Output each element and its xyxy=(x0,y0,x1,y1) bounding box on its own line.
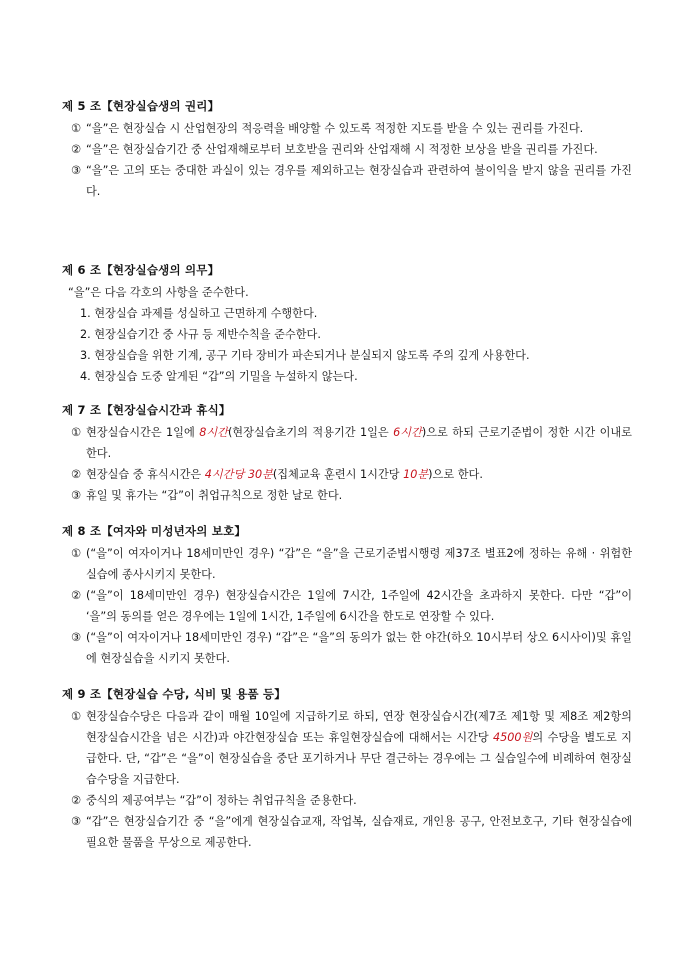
highlighted-break: 10분 xyxy=(403,468,429,481)
clause-text: (“을”이 18세미만인 경우) 현장실습시간은 1일에 7시간, 1주일에 42시간을 초과하지 못한다. 다만 “갑”이 ‘을”의 동의를 얻은 경우에는 1일에 1시간, 1주일에 6시간을 한도로 연장할 수 있다. xyxy=(86,589,632,623)
clause-number: ② xyxy=(70,794,82,807)
highlighted-wage: 4500원 xyxy=(493,731,533,744)
clause-text: 휴일 및 휴가는 “갑”이 취업규칙으로 정한 날로 한다. xyxy=(86,489,343,502)
article-8 xyxy=(62,523,632,669)
article-6-intro: “을”은 다음 각호의 사항을 준수한다. xyxy=(68,286,249,299)
article-8-clause-2 xyxy=(62,585,632,627)
article-5-title: 제 5 조【현장실습생의 권리】 xyxy=(62,99,220,113)
highlighted-break: 4시간당 30분 xyxy=(204,468,273,481)
clause-number: ② xyxy=(70,589,82,602)
clause-text: “갑”은 현장실습기간 중 “을”에게 현장실습교재, 작업복, 실습재료, 개인용 공구, 안전보호구, 기타 현장실습에 필요한 물품을 무상으로 제공한다. xyxy=(86,815,632,849)
text-run: 현장실습시간은 1일에 xyxy=(86,426,200,439)
clause-number: ① xyxy=(70,547,82,560)
article-8-clause-3 xyxy=(62,627,632,669)
clause-text: (“을”이 여자이거나 18세미만인 경우) “갑”은 “을”을 근로기준법시행령 제37조 별표2에 정하는 유해 · 위험한 실습에 종사시키지 못한다. xyxy=(86,547,632,581)
article-9-title: 제 9 조【현장실습 수당, 식비 및 용품 등】 xyxy=(62,687,286,701)
article-7-clause-1 xyxy=(62,422,632,464)
clause-text: “을”은 현장실습 시 산업현장의 적응력을 배양할 수 있도록 적정한 지도를 받을 수 있는 권리를 가진다. xyxy=(86,122,584,135)
article-7-clause-3 xyxy=(62,485,632,506)
article-7-title: 제 7 조【현장실습시간과 휴식】 xyxy=(62,403,231,417)
clause-number: ① xyxy=(70,426,82,439)
article-7 xyxy=(62,402,632,506)
article-9-clause-1 xyxy=(62,706,632,790)
article-8-clause-1 xyxy=(62,543,632,585)
clause-number: ③ xyxy=(70,489,82,502)
article-5-clause-3 xyxy=(62,160,632,202)
article-9-clause-2 xyxy=(62,790,632,811)
text-run: (현장실습초기의 적용기간 1일은 xyxy=(227,426,394,439)
text-run: )으로 한다. xyxy=(428,468,483,481)
article-6-item-2: 2. 현장실습기간 중 사규 등 제반수칙을 준수한다. xyxy=(80,328,321,341)
article-8-title: 제 8 조【여자와 미성년자의 보호】 xyxy=(62,524,247,538)
article-6-item-4: 4. 현장실습 도중 알게된 “갑”의 기밀을 누설하지 않는다. xyxy=(80,370,358,383)
clause-text xyxy=(86,706,632,790)
clause-number: ① xyxy=(70,122,82,135)
clause-number: ② xyxy=(70,468,82,481)
clause-text: 중식의 제공여부는 “갑”이 정하는 취업규칙을 준용한다. xyxy=(86,794,357,807)
article-5 xyxy=(62,98,632,202)
highlighted-hours: 6시간 xyxy=(393,426,422,439)
article-5-clause-2 xyxy=(62,139,632,160)
clause-number: ③ xyxy=(70,815,82,828)
article-9-clause-3 xyxy=(62,811,632,853)
text-run: 의 수당을 별도로 지급한다. 단, “갑”은 “을”이 현장실습을 중단 포기하거나 무단 결근하는 경우에는 그 실습일수에 비례하여 현장실습수당을 지급한다. xyxy=(86,731,632,786)
clause-text: (“을”이 여자이거나 18세미만인 경우) “갑”은 “을”의 동의가 없는 한 야간(하오 10시부터 상오 6시사이)및 휴일에 현장실습을 시키지 못한다. xyxy=(86,631,632,665)
clause-number: ③ xyxy=(70,631,82,644)
text-run: )으로 하되 근로기준법이 정한 시간 이내로 한다. xyxy=(86,426,632,460)
text-run: 현장실습 중 휴식시간은 xyxy=(86,468,205,481)
article-6-item-3: 3. 현장실습을 위한 기계, 공구 기타 장비가 파손되거나 분실되지 않도록 주의 깊게 사용한다. xyxy=(80,349,530,362)
clause-number: ② xyxy=(70,143,82,156)
clause-number: ① xyxy=(70,710,82,723)
article-6-item-1: 1. 현장실습 과제를 성실하고 근면하게 수행한다. xyxy=(80,307,318,320)
clause-text xyxy=(86,422,632,464)
article-6-title: 제 6 조【현장실습생의 의무】 xyxy=(62,263,220,277)
clause-text: “을”은 현장실습기간 중 산업재해로부터 보호받을 권리와 산업재해 시 적정한 보상을 받을 권리를 가진다. xyxy=(86,143,598,156)
article-7-clause-2 xyxy=(62,464,632,485)
highlighted-hours: 8시간 xyxy=(199,426,228,439)
clause-text xyxy=(86,464,632,485)
clause-number: ③ xyxy=(70,164,82,177)
text-run: 현장실습수당은 다음과 같이 매월 10일에 지급하기로 하되, 연장 현장실습시간(제7조 제1항 및 제8조 제2항의 현장실습시간을 넘은 시간)과 야간현장실습 또는 휴일현장실습에 대해서는 시간당 xyxy=(86,710,632,744)
clause-text: “을”은 고의 또는 중대한 과실이 있는 경우를 제외하고는 현장실습과 관련하여 불이익을 받지 않을 권리를 가진다. xyxy=(86,164,632,198)
article-6 xyxy=(62,262,632,387)
text-run: (집체교육 훈련시 1시간당 xyxy=(272,468,404,481)
article-5-clause-1 xyxy=(62,118,632,139)
article-9 xyxy=(62,686,632,853)
